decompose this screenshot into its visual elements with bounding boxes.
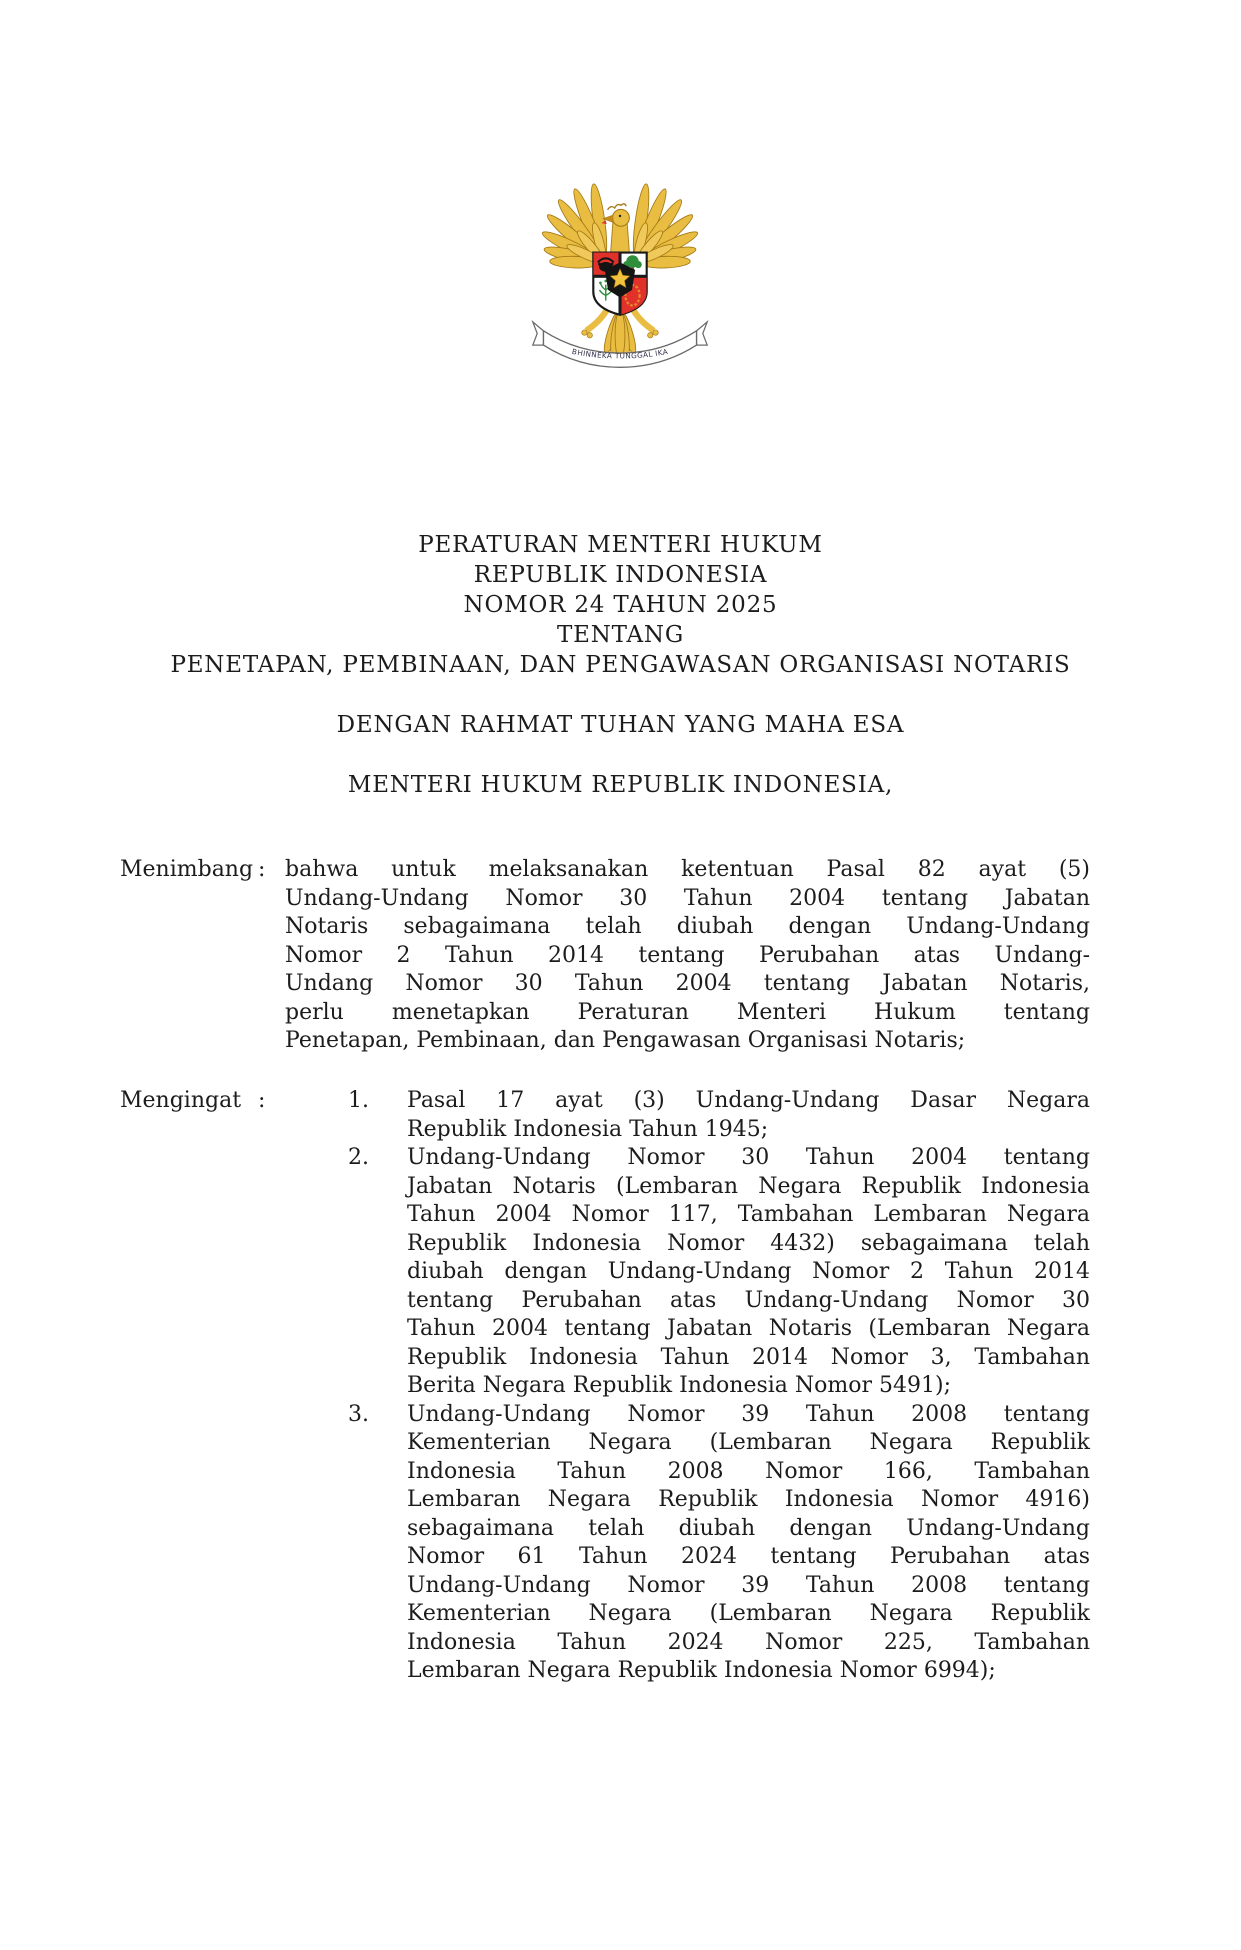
item-paragraph	[407, 1144, 1090, 1401]
title-line-1: PERATURAN MENTERI HUKUM	[418, 532, 823, 558]
pancasila-shield	[593, 253, 646, 317]
text-line: Lembaran Negara Republik Indonesia Nomor 4916)	[407, 1487, 1090, 1512]
text-line: Undang Nomor 30 Tahun 2004 tentang Jabatan Notaris,	[285, 971, 1090, 996]
title-line-3: NOMOR 24 TAHUN 2025	[463, 592, 778, 618]
text-line: Republik Indonesia Nomor 4432) sebagaimana telah	[407, 1230, 1090, 1256]
title-line-2: REPUBLIK INDONESIA	[473, 562, 768, 588]
text-line: Kementerian Negara (Lembaran Negara Republik	[407, 1430, 1090, 1455]
invocation-line: DENGAN RAHMAT TUHAN YANG MAHA ESA	[336, 712, 905, 738]
text-line: Undang-Undang Nomor 39 Tahun 2008 tentang	[407, 1572, 1090, 1598]
title-line-5: PENETAPAN, PEMBINAAN, DAN PENGAWASAN ORGANISASI NOTARIS	[170, 652, 1071, 678]
text-line: Pasal 17 ayat (3) Undang-Undang Dasar Negara	[407, 1088, 1090, 1113]
text-line: Berita Negara Republik Indonesia Nomor 5491);	[407, 1373, 952, 1398]
text-line: Undang-Undang Nomor 30 Tahun 2004 tentang Jabatan	[285, 885, 1090, 911]
title-line-4: TENTANG	[556, 622, 685, 648]
motto-text: BHINNEKA TUNGGAL IKA	[571, 346, 669, 361]
list-item	[0, 1144, 1241, 1401]
text-line: Tahun 2004 tentang Jabatan Notaris (Lembaran Negara	[407, 1316, 1090, 1341]
item-number: 1.	[348, 1088, 369, 1113]
considering-label: Menimbang	[120, 857, 254, 882]
considering-colon: :	[258, 857, 266, 882]
text-line: Republik Indonesia Tahun 1945;	[407, 1116, 769, 1142]
recalling-items	[0, 1087, 1241, 1686]
text-line: Indonesia Tahun 2024 Nomor 225, Tambahan	[407, 1629, 1090, 1655]
text-line: Nomor 2 Tahun 2014 tentang Perubahan atas Undang-	[285, 942, 1090, 968]
item-number: 3.	[348, 1401, 369, 1427]
authority-line: MENTERI HUKUM REPUBLIK INDONESIA,	[347, 772, 894, 798]
text-line: Lembaran Negara Republik Indonesia Nomor 6994);	[407, 1658, 996, 1683]
text-line: Indonesia Tahun 2008 Nomor 166, Tambahan	[407, 1458, 1090, 1484]
garuda-crest	[608, 204, 627, 210]
text-line: perlu menetapkan Peraturan Menteri Hukum tentang	[285, 999, 1090, 1025]
text-line: diubah dengan Undang-Undang Nomor 2 Tahun 2014	[407, 1259, 1090, 1284]
text-line: Penetapan, Pembinaan, dan Pengawasan Organisasi Notaris;	[285, 1028, 966, 1053]
text-line: Notaris sebagaimana telah diubah dengan Undang-Undang	[285, 914, 1090, 939]
text-line: Republik Indonesia Tahun 2014 Nomor 3, Tambahan	[407, 1344, 1090, 1370]
text-line: Nomor 61 Tahun 2024 tentang Perubahan atas	[407, 1544, 1090, 1569]
garuda-pancasila-emblem	[531, 176, 709, 370]
text-line: bahwa untuk melaksanakan ketentuan Pasal 82 ayat (5)	[285, 857, 1090, 882]
text-line: Undang-Undang Nomor 39 Tahun 2008 tentang	[407, 1401, 1090, 1427]
list-item	[0, 1087, 1241, 1144]
item-paragraph	[407, 1401, 1090, 1686]
garuda-pancasila-icon	[531, 176, 709, 370]
list-item	[0, 1401, 1241, 1686]
text-line: Jabatan Notaris (Lembaran Negara Republik Indonesia	[407, 1173, 1090, 1199]
recalling-label: Mengingat	[120, 1088, 242, 1113]
regulation-title	[0, 530, 1241, 680]
text-line: Undang-Undang Nomor 30 Tahun 2004 tentang	[407, 1145, 1090, 1170]
garuda-eye	[619, 215, 621, 217]
text-line: sebagaimana telah diubah dengan Undang-Undang	[407, 1515, 1090, 1541]
text-line: Tahun 2004 Nomor 117, Tambahan Lembaran Negara	[407, 1202, 1090, 1227]
recalling-colon: :	[258, 1088, 266, 1113]
text-line: tentang Perubahan atas Undang-Undang Nomor 30	[407, 1287, 1090, 1313]
text-line: Kementerian Negara (Lembaran Negara Republik	[407, 1601, 1090, 1626]
garuda-head	[612, 209, 629, 226]
item-paragraph	[407, 1087, 1090, 1144]
item-number: 2.	[348, 1145, 369, 1170]
considering-paragraph	[285, 856, 1090, 1056]
